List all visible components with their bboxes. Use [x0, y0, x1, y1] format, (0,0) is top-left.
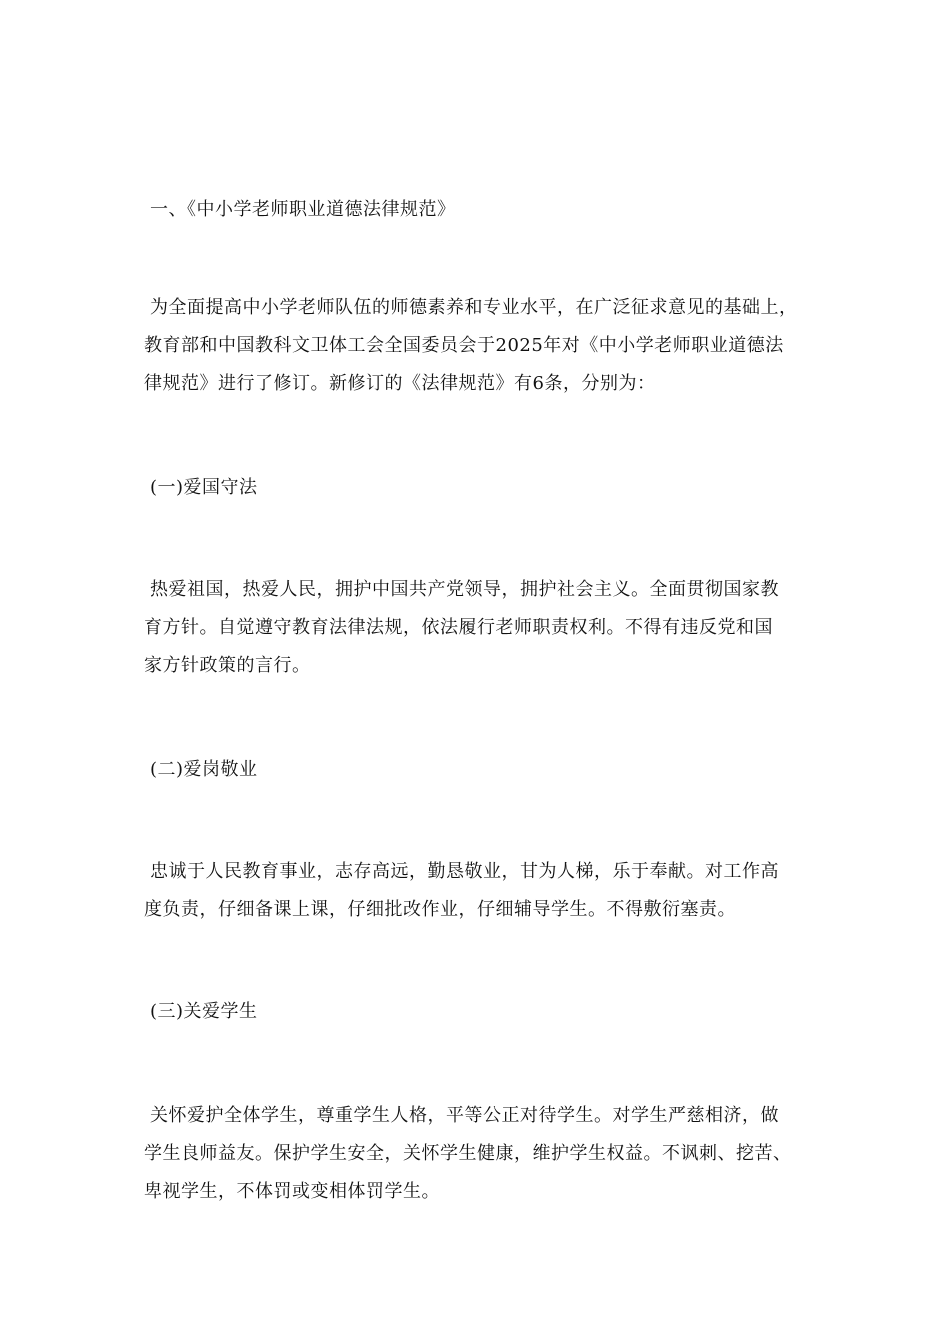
- item-2-line-2: 度负责，仔细备课上课，仔细批改作业，仔细辅导学生。不得敷衍塞责。: [144, 899, 736, 920]
- item-3-line-2: 学生良师益友。保护学生安全，关怀学生健康，维护学生权益。不讽刺、挖苦、: [144, 1143, 792, 1164]
- item-1-line-3: 家方针政策的言行。: [144, 655, 311, 676]
- item-1-line-1: 热爱祖国，热爱人民，拥护中国共产党领导，拥护社会主义。全面贯彻国家教: [150, 579, 779, 600]
- item-heading-3: (三)关爱学生: [150, 1001, 258, 1022]
- intro-line-2: 教育部和中国教科文卫体工会全国委员会于2025年对《中小学老师职业道德法: [144, 335, 784, 356]
- section-heading: 一、《中小学老师职业道德法律规范》: [150, 199, 456, 220]
- item-heading-2: (二)爱岗敬业: [150, 759, 258, 780]
- intro-line-1: 为全面提高中小学老师队伍的师德素养和专业水平，在广泛征求意见的基础上，: [150, 297, 798, 318]
- item-3-line-3: 卑视学生，不体罚或变相体罚学生。: [144, 1181, 440, 1202]
- intro-line-3: 律规范》进行了修订。新修订的《法律规范》有6条，分别为：: [144, 373, 656, 394]
- item-3-line-1: 关怀爱护全体学生，尊重学生人格，平等公正对待学生。对学生严慈相济，做: [150, 1105, 779, 1126]
- item-heading-1: (一)爱国守法: [150, 477, 258, 498]
- item-1-line-2: 育方针。自觉遵守教育法律法规，依法履行老师职责权利。不得有违反党和国: [144, 617, 773, 638]
- item-2-line-1: 忠诚于人民教育事业，志存高远，勤恳敬业，甘为人梯，乐于奉献。对工作高: [150, 861, 779, 882]
